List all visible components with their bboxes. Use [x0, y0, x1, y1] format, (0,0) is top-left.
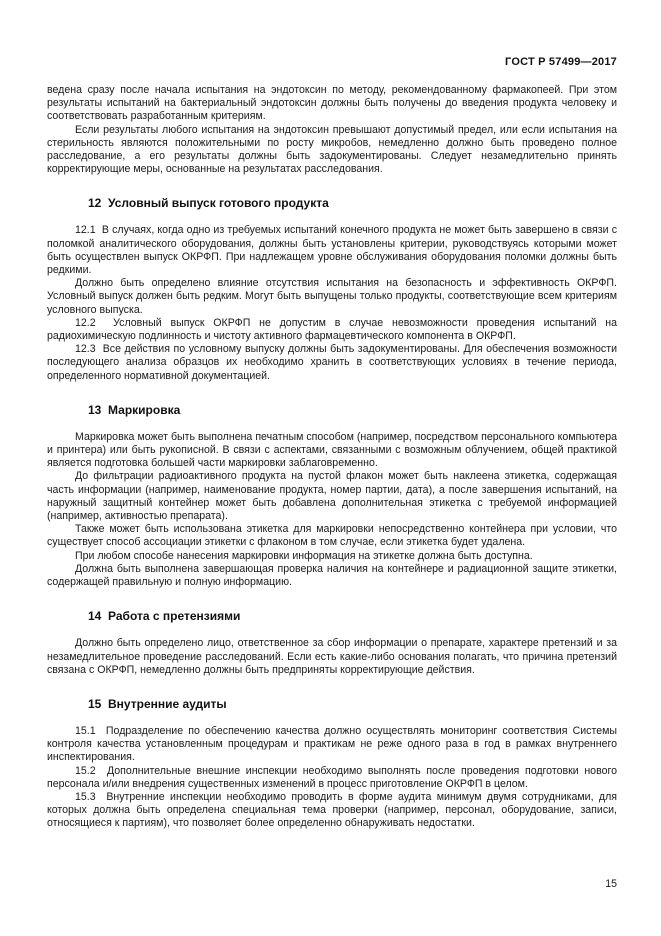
- section-heading-12: 12 Условный выпуск готового продукта: [88, 196, 329, 211]
- page-number: 15: [605, 878, 617, 890]
- paragraph: Маркировка может быть выполнена печатным способом (например, посредством персонального компьютера и принтера) или быть рукописной. В связи с аспектами, связанными с возможным облучением, общей практикой является подготовка большей части маркировки заблаговременно.: [47, 430, 617, 470]
- paragraph: Если результаты любого испытания на эндотоксин превышают допустимый предел, или если испытания на стерильность являются положительными по росту микробов, немедленно должно быть проведено полное расследование, а его результаты должны быть задокументированы. Следует незамедлительно принять корректирующие меры, основанные на результатах расследования.: [47, 123, 617, 176]
- section-heading-15: 15 Внутренние аудиты: [88, 696, 227, 711]
- paragraph: 12.2 Условный выпуск ОКРФП не допустим в случае невозможности проведения испытаний на радиохимическую подлинность и чистоту активного фармацевтического компонента в ОКРФП.: [47, 316, 617, 343]
- paragraph: До фильтрации радиоактивного продукта на пустой флакон может быть наклеена этикетка, содержащая часть информации (например, наименование продукта, номер партии, дата), а после завершения испытаний, на наружный защитный контейнер может быть добавлена дополнительная этикетка с требуемой информацией (например, активностью препарата).: [47, 470, 617, 523]
- paragraph: 12.3 Все действия по условному выпуску должны быть задокументированы. Для обеспечения возможности последующего анализа образцов их необходимо хранить в соответствующих условиях в течение периода, определенного нормативной документацией.: [47, 343, 617, 382]
- paragraph: ведена сразу после начала испытания на эндотоксин по методу, рекомендованному фармакопеей. При этом результаты испытаний на бактериальный эндотоксин должны быть получены до введения продукта человеку и соответствовать разработанным критериям.: [47, 84, 617, 123]
- paragraph: Должно быть определено лицо, ответственное за сбор информации о препарате, характере претензий и за незамедлительное проведение расследований. Если есть какие-либо основания полагать, что причина претензий связана с ОКРФП, немедленно должны быть предприняты корректирующие действия.: [47, 637, 617, 676]
- section-heading-13: 13 Маркировка: [88, 402, 181, 417]
- paragraph: Также может быть использована этикетка для маркировки непосредственно контейнера при условии, что существует способ ассоциации этикетки с флаконом в том случае, если этикетка будет удалена.: [47, 523, 617, 549]
- paragraph: 15.2 Дополнительные внешние инспекции необходимо выполнять после проведения подготовки нового персонала и/или внедрения существенных изменений в процесс приготовление ОКРФП в целом.: [47, 764, 617, 790]
- section-heading-14: 14 Работа с претензиями: [88, 609, 241, 624]
- paragraph: При любом способе нанесения маркировки информация на этикетке должна быть доступна.: [75, 549, 533, 562]
- paragraph: 12.1 В случаях, когда одно из требуемых испытаний конечного продукта не может быть завершено в связи с поломкой аналитического оборудования, должны быть установлены критерии, руководствуясь которыми может быть осуществлен выпуск ОКРФП. При надлежащем уровне обслуживания оборудования поломки должны быть редкими.: [47, 224, 617, 277]
- doc-number-header: ГОСТ Р 57499—2017: [505, 56, 617, 68]
- paragraph: Должно быть определено влияние отсутствия испытания на безопасность и эффективность ОКРФП. Условный выпуск должен быть редким. Могут быть выпущены только продукты, соответствующие всем критериям условного выпуска.: [47, 277, 617, 316]
- paragraph: Должна быть выполнена завершающая проверка наличия на контейнере и радиационной защите этикетки, содержащей правильную и полную информацию.: [47, 562, 617, 589]
- paragraph: 15.3 Внутренние инспекции необходимо проводить в форме аудита минимум двумя сотрудниками, для которых должна быть определена специальная тема проверки (например, персонал, оборудование, записи, относящиеся к партиям), что позволяет более определенно обнаруживать недостатки.: [47, 790, 617, 830]
- paragraph: 15.1 Подразделение по обеспечению качества должно осуществлять мониторинг соответствия Системы контроля качества установленным процедурам и практикам не реже одного раза в год в рамках внутреннего инспектирования.: [47, 724, 617, 764]
- page-content: [47, 56, 617, 831]
